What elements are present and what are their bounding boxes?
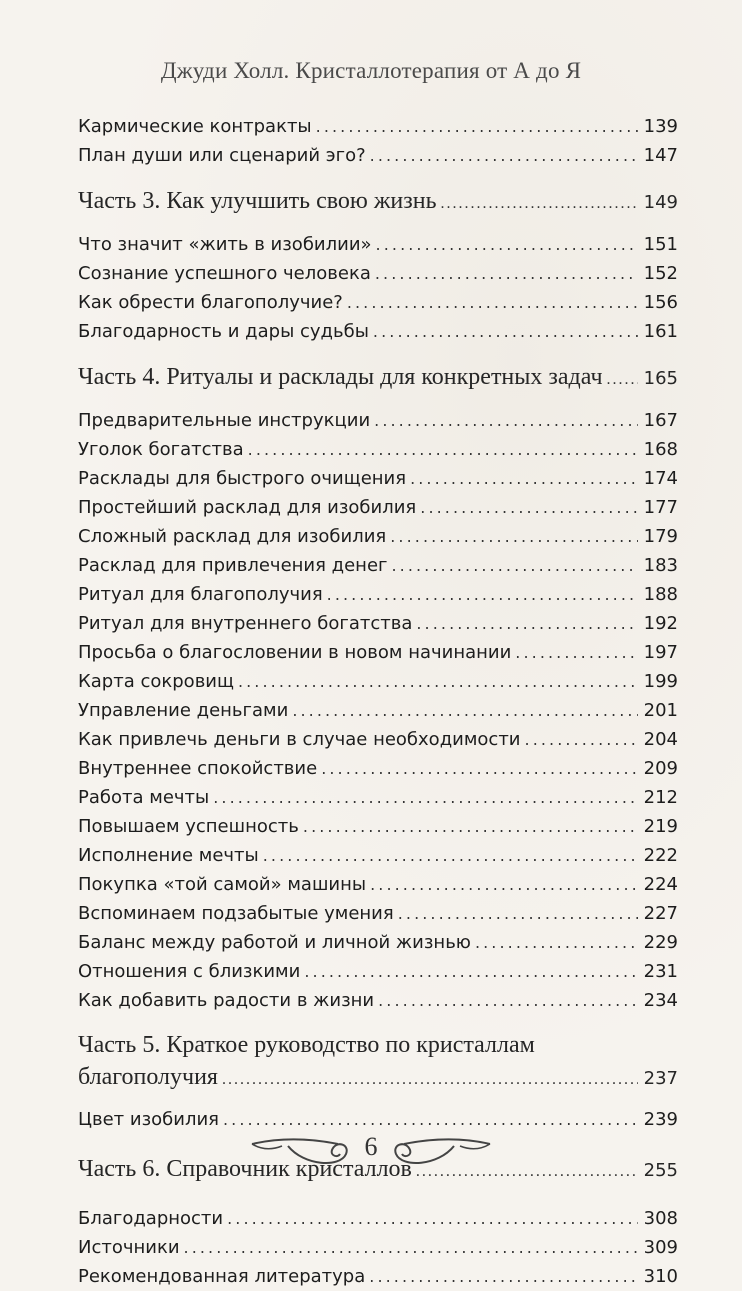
toc-entry-page: 231 [643, 961, 678, 982]
toc-entry-title: Расклад для привлечения денег [78, 555, 388, 576]
dot-leader [378, 986, 638, 1015]
toc-entry-page: 310 [643, 1266, 678, 1287]
toc-entry-page: 177 [643, 497, 678, 518]
toc-entry[interactable] [78, 725, 678, 754]
toc-entry[interactable] [78, 259, 678, 288]
part-title: Часть 6. Справочник кристаллов [78, 1156, 412, 1182]
toc-entry-page: 204 [643, 729, 678, 750]
toc-entry[interactable] [78, 783, 678, 812]
dot-leader [303, 812, 638, 841]
toc-entry-page: 188 [643, 584, 678, 605]
toc-entry[interactable] [78, 435, 678, 464]
toc-entry[interactable] [78, 112, 678, 141]
toc-entry-title: Карта сокровищ [78, 671, 234, 692]
toc-entry-title: Покупка «той самой» машины [78, 874, 367, 895]
toc-entry-page: 168 [643, 439, 678, 460]
toc-entry-page: 179 [643, 526, 678, 547]
toc-entry-title: План души или сценарий эго? [78, 145, 366, 166]
dot-leader [369, 1262, 637, 1291]
toc-entry-page: 201 [643, 700, 678, 721]
toc-entry[interactable] [78, 986, 678, 1015]
dot-leader [347, 288, 638, 317]
toc-entry-page: 219 [643, 816, 678, 837]
toc-entry[interactable] [78, 899, 678, 928]
toc-entry-page: 161 [643, 321, 678, 342]
toc-entry[interactable] [78, 493, 678, 522]
toc-entry-title: Расклады для быстрого очищения [78, 468, 407, 489]
toc-entry-page: 239 [643, 1109, 678, 1130]
toc-entry-page: 234 [643, 990, 678, 1011]
toc-entry-page: 156 [643, 292, 678, 313]
toc-entry[interactable] [78, 638, 678, 667]
dot-leader [304, 957, 637, 986]
dot-leader [376, 230, 638, 259]
toc-entry[interactable] [78, 551, 678, 580]
toc-entry[interactable] [78, 812, 678, 841]
toc-entry[interactable] [78, 870, 678, 899]
part-page: 149 [643, 192, 678, 213]
toc-entry-title: Повышаем успешность [78, 816, 299, 837]
dot-leader [374, 406, 638, 435]
toc-entry[interactable] [78, 230, 678, 259]
toc-entry-title: Внутреннее спокойствие [78, 758, 318, 779]
toc-entry[interactable] [78, 841, 678, 870]
toc-entry-page: 151 [643, 234, 678, 255]
dot-leader [420, 493, 637, 522]
toc-entry-page: 229 [643, 932, 678, 953]
toc-entry-title: Отношения с близкими [78, 961, 301, 982]
toc-entry-title: Простейший расклад для изобилия [78, 497, 417, 518]
toc-entry-title: Исполнение мечты [78, 845, 259, 866]
dot-leader [391, 551, 637, 580]
dot-leader [373, 317, 638, 346]
toc-entry-page: 308 [643, 1208, 678, 1229]
part-page: 165 [643, 368, 678, 389]
dot-leader [184, 1233, 638, 1262]
toc-entry-title: Ритуал для внутреннего богатства [78, 613, 413, 634]
part-page: 255 [643, 1160, 678, 1181]
toc-entry-page: 174 [643, 468, 678, 489]
toc-entry-title: Работа мечты [78, 787, 210, 808]
table-of-contents [78, 112, 678, 1291]
toc-entry-page: 224 [643, 874, 678, 895]
part-page: 237 [643, 1068, 678, 1089]
dot-leader [263, 841, 638, 870]
toc-entry-page: 139 [643, 116, 678, 137]
toc-entry-page: 152 [643, 263, 678, 284]
dot-leader [525, 725, 638, 754]
running-head: Джуди Холл. Кристаллотерапия от А до Я [160, 58, 582, 83]
toc-entry-page: 199 [643, 671, 678, 692]
toc-entry-page: 192 [643, 613, 678, 634]
dot-leader [238, 667, 638, 696]
dot-leader [398, 899, 638, 928]
toc-entry-title: Рекомендованная литература [78, 1266, 366, 1287]
toc-entry-title: Баланс между работой и личной жизнью [78, 932, 471, 953]
dot-leader [416, 609, 637, 638]
dot-leader [213, 783, 637, 812]
dot-leader [390, 522, 637, 551]
toc-entry-title: Что значит «жить в изобилии» [78, 234, 372, 255]
toc-entry-title: Кармические контракты [78, 116, 312, 137]
toc-entry[interactable] [78, 464, 678, 493]
toc-entry[interactable] [78, 141, 678, 170]
dot-leader [327, 580, 638, 609]
toc-entry[interactable] [78, 1262, 678, 1291]
dot-leader [475, 928, 638, 957]
toc-entry-page: 197 [643, 642, 678, 663]
toc-entry-title: Просьба о благословении в новом начинании [78, 642, 512, 663]
dot-leader [321, 754, 637, 783]
toc-entry[interactable] [78, 288, 678, 317]
toc-entry[interactable] [78, 1233, 678, 1262]
dot-leader [248, 435, 638, 464]
dot-leader [515, 638, 637, 667]
dot-leader [370, 141, 638, 170]
toc-entry-page: 209 [643, 758, 678, 779]
toc-entry-title: Как привлечь деньги в случае необходимости [78, 729, 521, 750]
toc-entry[interactable] [78, 609, 678, 638]
toc-entry-page: 183 [643, 555, 678, 576]
toc-entry[interactable] [78, 522, 678, 551]
part-title: Часть 4. Ритуалы и расклады для конкретных задач [78, 364, 603, 390]
part-title-line2: благополучия [78, 1064, 218, 1090]
toc-entry-page: 227 [643, 903, 678, 924]
toc-entry-title: Сложный расклад для изобилия [78, 526, 387, 547]
toc-entry-title: Уголок богатства [78, 439, 244, 460]
toc-entry-page: 167 [643, 410, 678, 431]
dot-leader [441, 187, 638, 221]
toc-entry[interactable] [78, 1204, 678, 1233]
toc-part-heading[interactable] [78, 1029, 678, 1093]
dot-leader [375, 259, 638, 288]
part-title: Часть 3. Как улучшить свою жизнь [78, 188, 437, 214]
toc-entry[interactable] [78, 406, 678, 435]
dot-leader [292, 696, 637, 725]
toc-part-heading[interactable] [78, 360, 678, 394]
dot-leader [410, 464, 638, 493]
dot-leader [222, 1064, 638, 1096]
toc-entry[interactable] [78, 957, 678, 986]
toc-entry-title: Как добавить радости в жизни [78, 990, 375, 1011]
toc-entry-page: 309 [643, 1237, 678, 1258]
toc-entry[interactable] [78, 580, 678, 609]
dot-leader [316, 112, 638, 141]
toc-entry-title: Благодарность и дары судьбы [78, 321, 369, 342]
toc-entry-page: 222 [643, 845, 678, 866]
toc-entry-title: Источники [78, 1237, 180, 1258]
dot-leader [607, 363, 638, 397]
toc-entry-title: Вспоминаем подзабытые умения [78, 903, 394, 924]
toc-entry[interactable] [78, 754, 678, 783]
part-title-line1: Часть 5. Краткое руководство по кристаллам [78, 1032, 535, 1058]
toc-entry-title: Ритуал для благополучия [78, 584, 323, 605]
toc-entry[interactable] [78, 667, 678, 696]
toc-entry[interactable] [78, 317, 678, 346]
dot-leader [370, 870, 638, 899]
toc-entry-title: Благодарности [78, 1208, 224, 1229]
toc-entry-title: Управление деньгами [78, 700, 289, 721]
toc-entry-title: Предварительные инструкции [78, 410, 371, 431]
page-number: 6 [364, 1132, 378, 1161]
toc-entry-title: Сознание успешного человека [78, 263, 371, 284]
toc-entry-page: 212 [643, 787, 678, 808]
toc-entry[interactable] [78, 696, 678, 725]
toc-entry[interactable] [78, 928, 678, 957]
toc-entry-page: 147 [643, 145, 678, 166]
toc-entry-title: Как обрести благополучие? [78, 292, 343, 313]
dot-leader [227, 1204, 638, 1233]
toc-part-heading[interactable] [78, 184, 678, 218]
toc-entry-title: Цвет изобилия [78, 1109, 219, 1130]
